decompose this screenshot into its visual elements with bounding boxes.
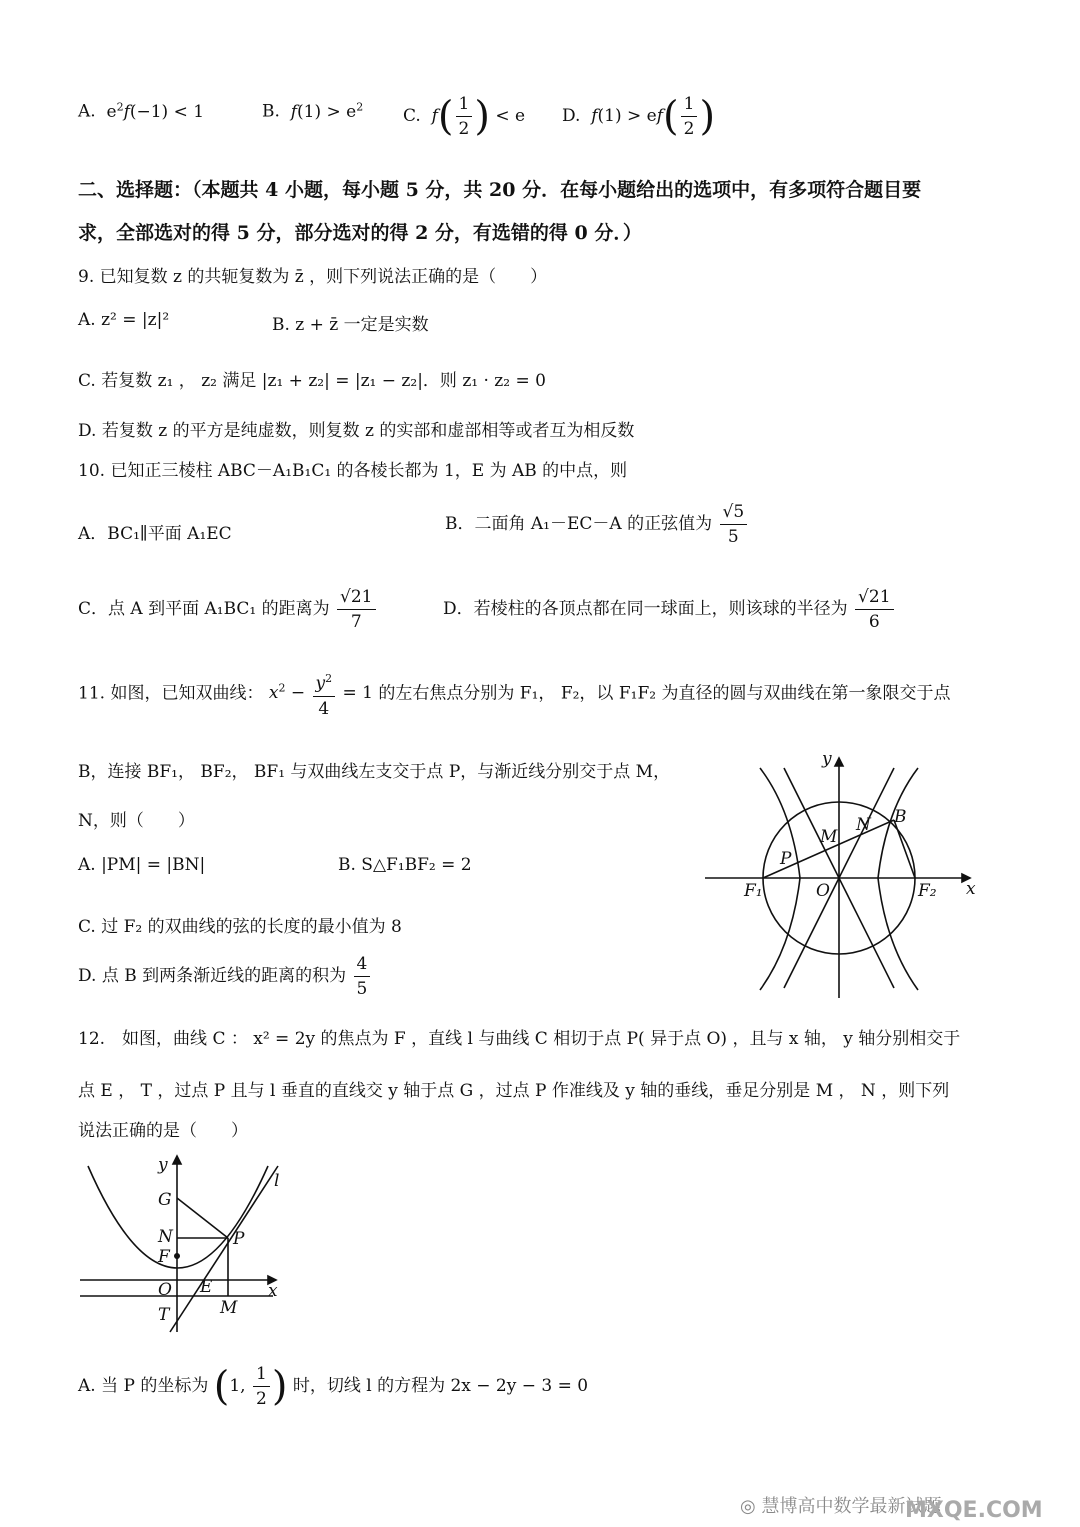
q10-c-num: √21 — [337, 585, 375, 610]
q9-option-b: B. z + z̄ 一定是实数 — [272, 315, 429, 335]
q12-label-t: T — [158, 1305, 170, 1325]
section2-heading-line1: 二、选择题：（本题共 4 小题，每小题 5 分，共 20 分．在每小题给出的选项中，有多项符合题目要 — [78, 179, 922, 201]
q12-label-e: E — [200, 1277, 213, 1297]
q12-option-a-pre: A. 当 P 的坐标为 — [78, 1376, 209, 1396]
q8-option-b — [262, 100, 363, 122]
watermark-site: MXQE.COM — [905, 1498, 1043, 1523]
q12-stem-line2: 点 E ， T ，过点 P 且与 l 垂直的直线交 y 轴于点 G ，过点 P 作准线及 y 轴的垂线，垂足分别是 M ， N ，则下列 — [78, 1081, 950, 1101]
q11-label-b: B — [894, 807, 907, 827]
q12-option-a-point: (1, $\frac{1}{2}$ ) — [213, 1363, 288, 1410]
q11-hyperbola-eq: $x^2$ − $\frac{y^2}{4}$ = 1 — [269, 683, 373, 703]
q12-stem-line3: 说法正确的是（ ） — [78, 1121, 248, 1141]
q12-label-n: N — [158, 1227, 173, 1247]
q10-b-den: 5 — [727, 527, 739, 547]
q11-option-a: A. |PM| = |BN| — [78, 855, 206, 875]
q11-label-f1: F₁ — [744, 881, 763, 901]
q11-option-d-text: D. 点 B 到两条渐近线的距离的积为 — [78, 966, 347, 986]
q11-stem-line1 — [78, 667, 950, 721]
q11-d-num: 4 — [354, 952, 371, 977]
q12-normal-pg — [177, 1198, 228, 1238]
q11-stem-post: 的左右焦点分别为 F₁， F₂，以 F₁F₂ 为直径的圆与双曲线在第一象限交于点 — [378, 683, 951, 704]
q11-label-f2: F₂ — [918, 881, 937, 901]
q11-y-arrow — [835, 758, 843, 766]
q8-option-b-label: B. — [262, 101, 280, 122]
q12-label-m: M — [220, 1298, 238, 1318]
q8-option-c-formula: f( $\frac{1}{2}$ ) < e — [431, 93, 526, 140]
q8-option-a-formula: $e^2f(-1) < 1$ — [101, 100, 205, 122]
q12-parabola — [88, 1166, 268, 1268]
q10-option-b-fraction — [720, 500, 748, 549]
q10-option-d-text: D．若棱柱的各顶点都在同一球面上，则该球的半径为 — [443, 599, 848, 619]
q12-y-arrow — [173, 1156, 181, 1164]
q11-stem-pre: 11. 如图，已知双曲线： — [78, 683, 264, 704]
q12-label-l: l — [274, 1171, 280, 1191]
q12-label-x: x — [268, 1281, 278, 1301]
q10-option-b — [445, 500, 749, 549]
q12-option-a — [78, 1362, 588, 1411]
q10-option-d — [443, 585, 896, 634]
q11-label-p: P — [780, 849, 792, 869]
q11-label-m: M — [820, 827, 838, 847]
q12-label-p: P — [233, 1229, 245, 1249]
q12-label-o: O — [158, 1280, 172, 1300]
q11-stem-line3: N，则（ ） — [78, 811, 195, 831]
q10-option-d-fraction — [855, 585, 893, 634]
q11-d-den: 5 — [356, 979, 368, 999]
q11-label-n: N — [856, 815, 871, 835]
q11-option-c: C. 过 F₂ 的双曲线的弦的长度的最小值为 8 — [78, 917, 402, 937]
watermark-label: 慧博高中数学最新试题 — [761, 1496, 942, 1517]
q8-option-d — [562, 92, 715, 141]
q11-label-y: y — [822, 750, 832, 769]
q10-option-a: A．BC₁∥平面 A₁EC — [78, 524, 232, 544]
q11-label-o: O — [816, 881, 830, 901]
q12-stem-line1: 12. 如图，曲线 C ： x² = 2y 的焦点为 F ，直线 l 与曲线 C 相切于点 P( 异于点 O) ，且与 x 轴， y 轴分别相交于 — [78, 1029, 961, 1049]
q10-d-den: 6 — [868, 612, 880, 632]
q11-line-bf2 — [894, 820, 915, 878]
wechat-icon: ◎ — [740, 1496, 756, 1517]
q10-option-c — [78, 585, 378, 634]
q11-stem-line2: B，连接 BF₁， BF₂， BF₁ 与双曲线左支交于点 P，与渐近线分别交于点 M， — [78, 762, 671, 782]
q9-option-a: A. z² = |z|² — [78, 310, 170, 330]
q10-d-num: √21 — [855, 585, 893, 610]
q11-option-d-fraction — [354, 952, 371, 1001]
q10-option-c-text: C．点 A 到平面 A₁BC₁ 的距离为 — [78, 599, 330, 619]
q8-options — [78, 100, 204, 122]
q11-option-d — [78, 952, 372, 1001]
q11-hyperbola-right — [878, 768, 918, 990]
q10-stem: 10. 已知正三棱柱 ABC－A₁B₁C₁ 的各棱长都为 1，E 为 AB 的中点，则 — [78, 461, 628, 481]
q12-parabola-figure — [78, 1150, 288, 1335]
q8-option-c — [403, 92, 525, 141]
q8-option-c-label: C. — [403, 106, 421, 126]
q8-option-d-formula: f(1) > ef( $\frac{1}{2}$ ) — [591, 93, 716, 140]
q12-label-g: G — [158, 1190, 172, 1210]
q9-stem: 9. 已知复数 z 的共轭复数为 z̄ ，则下列说法正确的是（ ） — [78, 267, 548, 287]
q12-label-f: F — [158, 1247, 170, 1267]
q8-option-b-formula: $f(1) > e^2$ — [290, 100, 364, 122]
q12-label-y: y — [158, 1155, 168, 1175]
q9-option-c: C. 若复数 z₁ ， z₂ 满足 |z₁ + z₂| = |z₁ − z₂|．则 z₁ · z₂ = 0 — [78, 371, 546, 391]
q9-option-d: D. 若复数 z 的平方是纯虚数，则复数 z 的实部和虚部相等或者互为相反数 — [78, 421, 635, 441]
q10-b-num: √5 — [720, 500, 748, 525]
q10-option-b-text: B．二面角 A₁－EC－A 的正弦值为 — [445, 514, 713, 534]
q10-option-c-fraction — [337, 585, 375, 634]
q11-hyperbola-left — [760, 768, 800, 990]
q12-focus-dot — [174, 1253, 180, 1259]
q8-option-d-label: D. — [562, 106, 581, 126]
q11-hyperbola-figure — [700, 750, 990, 1000]
section2-heading-line2: 求，全部选对的得 5 分，部分选对的得 2 分，有选错的得 0 分．） — [78, 222, 642, 244]
q12-option-a-post: 时，切线 l 的方程为 2x − 2y − 3 = 0 — [292, 1376, 589, 1396]
q10-c-den: 7 — [350, 612, 362, 632]
q11-option-b: B. S△F₁BF₂ = 2 — [338, 855, 472, 875]
q11-label-x: x — [966, 879, 976, 899]
q8-option-a-label: A. — [78, 101, 96, 122]
